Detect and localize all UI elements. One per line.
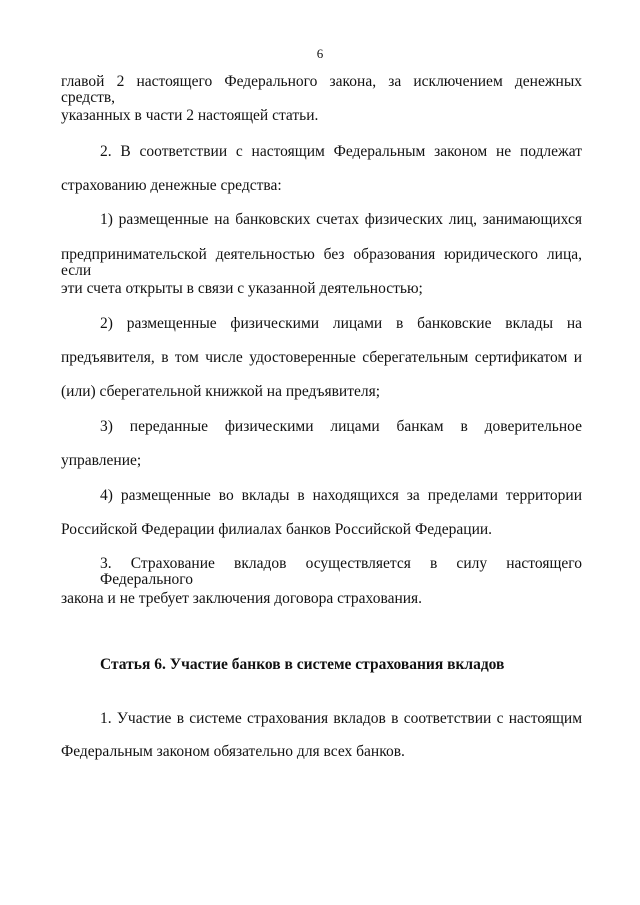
text-line: закона и не требует заключения договора страхования. xyxy=(61,590,423,607)
list-item-1-line: 1) размещенные на банковских счетах физических лиц, занимающихся xyxy=(100,211,582,228)
text-line: предпринимательской деятельностью без образования юридического лица, если xyxy=(61,246,582,279)
text-line: управление; xyxy=(61,452,142,469)
paragraph-start-line: 2. В соответствии с настоящим Федеральным законом не подлежат xyxy=(100,143,582,160)
list-item-2-line: 2) размещенные физическими лицами в банковские вклады на xyxy=(100,315,582,332)
list-item-3-line: 3) переданные физическими лицами банкам в доверительное xyxy=(100,418,582,435)
text-line: Российской Федерации филиалах банков Российской Федерации. xyxy=(61,521,493,538)
text-line: указанных в части 2 настоящей статьи. xyxy=(61,107,319,124)
text-line: (или) сберегательной книжкой на предъявителя; xyxy=(61,383,381,400)
text-line: главой 2 настоящего Федерального закона, за исключением денежных средств, xyxy=(61,73,582,106)
list-item-4-line: 4) размещенные во вклады в находящихся за пределами территории xyxy=(100,487,582,504)
paragraph-start-line: 3. Страхование вкладов осуществляется в силу настоящего Федерального xyxy=(100,555,582,588)
text-line: предъявителя, в том числе удостоверенные сберегательным сертификатом и xyxy=(61,349,582,366)
article-heading: Статья 6. Участие банков в системе страхования вкладов xyxy=(100,656,505,673)
text-line: Федеральным законом обязательно для всех банков. xyxy=(61,743,405,760)
page-number: 6 xyxy=(316,46,324,61)
paragraph-start-line: 1. Участие в системе страхования вкладов в соответствии с настоящим xyxy=(100,710,582,727)
text-line: эти счета открыты в связи с указанной деятельностью; xyxy=(61,280,423,297)
text-line: страхованию денежные средства: xyxy=(61,177,282,194)
